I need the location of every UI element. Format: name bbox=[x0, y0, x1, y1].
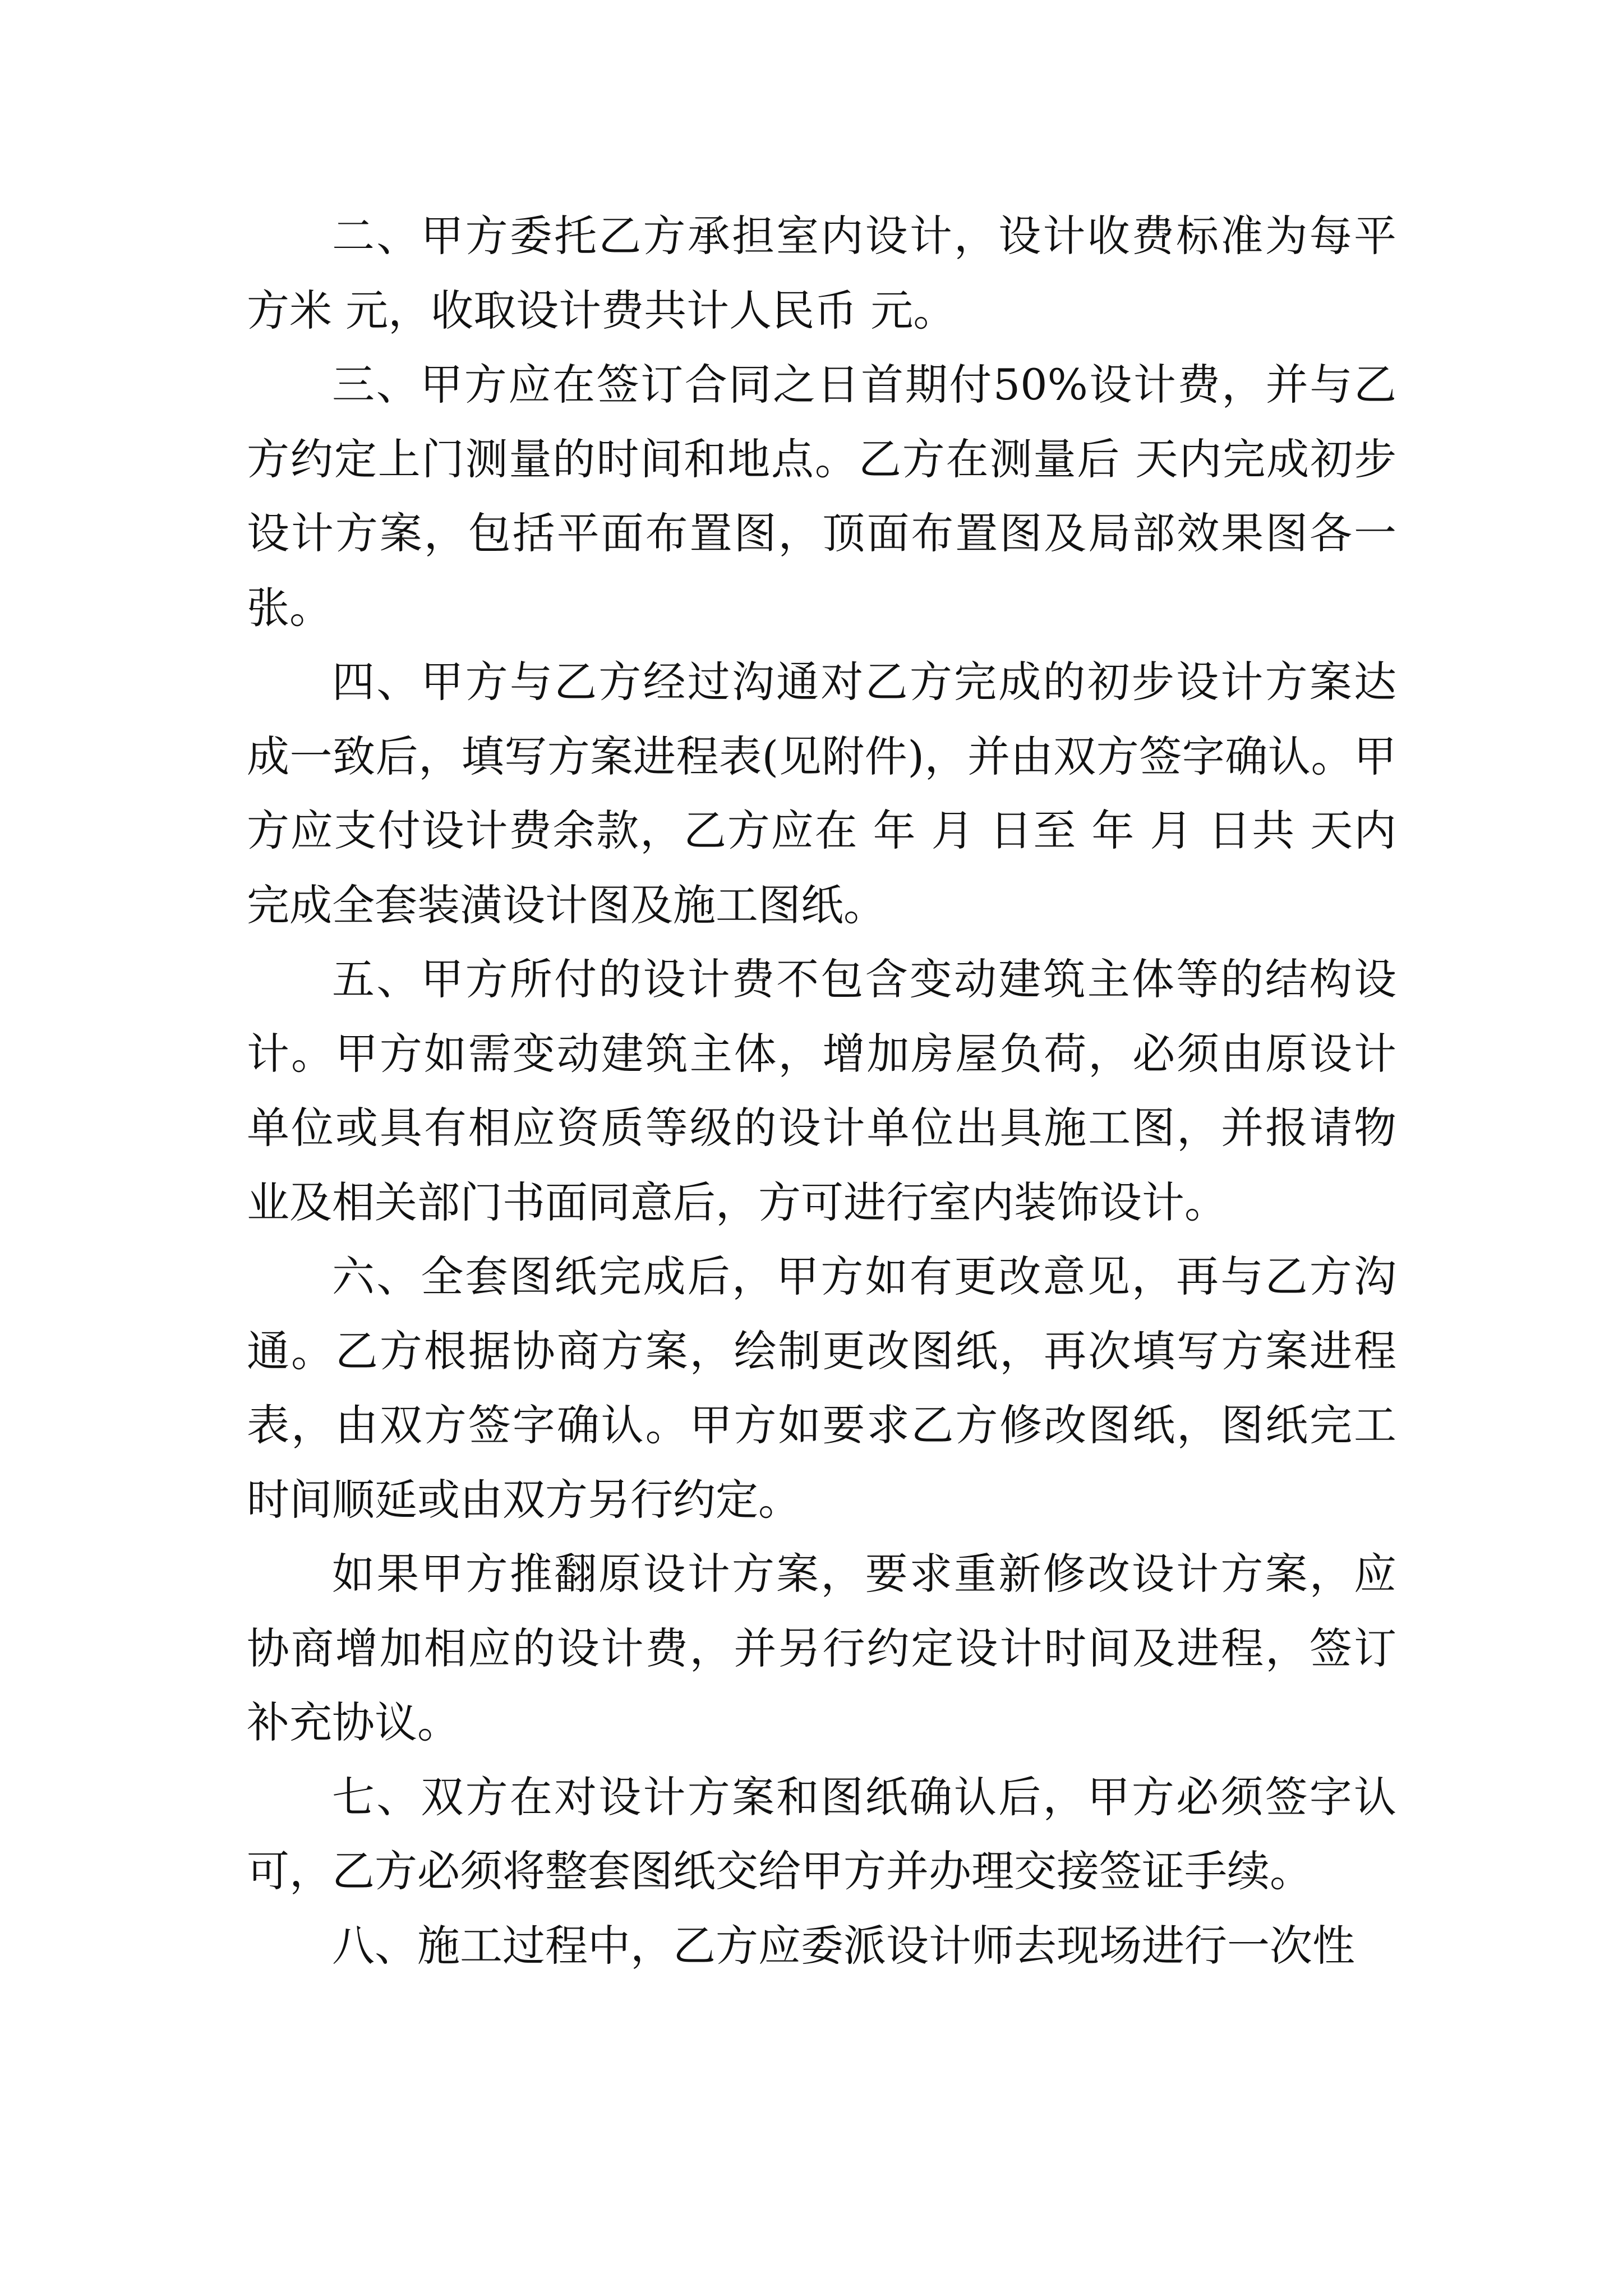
clause-2-paragraph: 二、甲方委托乙方承担室内设计，设计收费标准为每平方米 元，收取设计费共计人民币 元。 bbox=[247, 211, 1396, 335]
clause-8-paragraph: 八、施工过程中，乙方应委派设计师去现场进行一次性 bbox=[332, 1920, 1355, 1971]
clause-7-paragraph: 七、双方在对设计方案和图纸确认后，甲方必须签字认可，乙方必须将整套图纸交给甲方并办理交接签证手续。 bbox=[247, 1772, 1396, 1896]
clause-6-supplement-paragraph: 如果甲方推翻原设计方案，要求重新修改设计方案，应协商增加相应的设计费，并另行约定设计时间及进程，签订补充协议。 bbox=[247, 1549, 1396, 1747]
clause-3-paragraph: 三、甲方应在签订合同之日首期付50%设计费，并与乙方约定上门测量的时间和地点。乙方在测量后 天内完成初步设计方案，包括平面布置图，顶面布置图及局部效果图各一张。 bbox=[247, 360, 1396, 633]
clause-6-paragraph: 六、全套图纸完成后，甲方如有更改意见，再与乙方沟通。乙方根据协商方案，绘制更改图纸，再次填写方案进程表，由双方签字确认。甲方如要求乙方修改图纸，图纸完工时间顺延或由双方另行约定。 bbox=[247, 1251, 1396, 1525]
clause-4-paragraph: 四、甲方与乙方经过沟通对乙方完成的初步设计方案达成一致后，填写方案进程表(见附件)，并由双方签字确认。甲方应支付设计费余款，乙方应在 年 月 日至 年 月 日共 天内完成全套装潢设计图及施工图纸。 bbox=[247, 657, 1396, 930]
clause-5-paragraph: 五、甲方所付的设计费不包含变动建筑主体等的结构设计。甲方如需变动建筑主体，增加房屋负荷，必须由原设计单位或具有相应资质等级的设计单位出具施工图，并报请物业及相关部门书面同意后，方可进行室内装饰设计。 bbox=[247, 954, 1396, 1227]
document-body bbox=[247, 199, 1396, 1983]
